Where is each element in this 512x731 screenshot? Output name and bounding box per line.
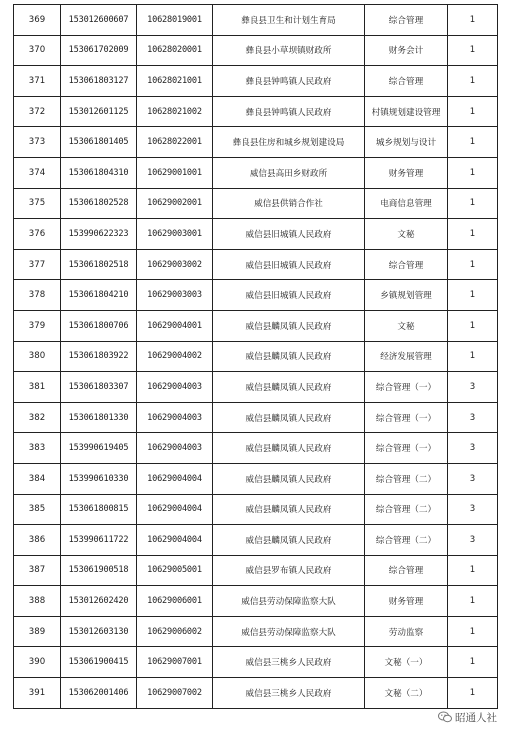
cell-exam-ticket-number: 153990610330	[61, 463, 137, 494]
cell-hiring-count: 1	[448, 66, 498, 97]
cell-serial-number: 372	[14, 96, 61, 127]
cell-position-code: 10629004001	[137, 310, 213, 341]
cell-hiring-count: 1	[448, 586, 498, 617]
cell-position-code: 10629003003	[137, 280, 213, 311]
wechat-official-account-icon	[438, 711, 452, 723]
cell-position-code: 10628019001	[137, 5, 213, 36]
cell-employer-unit: 威信县劳动保障监察大队	[213, 616, 365, 647]
cell-hiring-count: 3	[448, 494, 498, 525]
cell-hiring-count: 1	[448, 157, 498, 188]
cell-serial-number: 385	[14, 494, 61, 525]
table-row	[14, 127, 498, 158]
cell-position-name: 电商信息管理	[365, 188, 448, 219]
cell-serial-number: 384	[14, 463, 61, 494]
cell-position-name: 综合管理	[365, 5, 448, 36]
watermark	[435, 709, 500, 725]
cell-position-name: 城乡规划与设计	[365, 127, 448, 158]
cell-hiring-count: 3	[448, 402, 498, 433]
table-row	[14, 616, 498, 647]
cell-position-code: 10629003001	[137, 219, 213, 250]
table-row	[14, 5, 498, 36]
table-row	[14, 555, 498, 586]
cell-position-name: 文秘（二）	[365, 678, 448, 709]
cell-employer-unit: 威信县麟凤镇人民政府	[213, 525, 365, 556]
cell-exam-ticket-number: 153061803127	[61, 66, 137, 97]
cell-position-code: 10629007001	[137, 647, 213, 678]
cell-position-name: 经济发展管理	[365, 341, 448, 372]
cell-employer-unit: 彝良县小草坝镇财政所	[213, 35, 365, 66]
cell-employer-unit: 威信县麟凤镇人民政府	[213, 372, 365, 403]
cell-position-name: 综合管理（二）	[365, 525, 448, 556]
cell-employer-unit: 威信县劳动保障监察大队	[213, 586, 365, 617]
cell-exam-ticket-number: 153061800815	[61, 494, 137, 525]
cell-position-code: 10629004003	[137, 402, 213, 433]
table-row	[14, 310, 498, 341]
table-body	[14, 5, 498, 709]
cell-position-name: 综合管理	[365, 555, 448, 586]
cell-hiring-count: 1	[448, 280, 498, 311]
cell-position-name: 综合管理（一）	[365, 402, 448, 433]
cell-position-name: 劳动监察	[365, 616, 448, 647]
table-row	[14, 188, 498, 219]
cell-serial-number: 376	[14, 219, 61, 250]
cell-position-code: 10629004002	[137, 341, 213, 372]
table-row	[14, 586, 498, 617]
cell-hiring-count: 1	[448, 127, 498, 158]
table-row	[14, 157, 498, 188]
cell-employer-unit: 威信县麟凤镇人民政府	[213, 433, 365, 464]
cell-exam-ticket-number: 153012600607	[61, 5, 137, 36]
table-row	[14, 402, 498, 433]
cell-hiring-count: 3	[448, 372, 498, 403]
cell-exam-ticket-number: 153061900415	[61, 647, 137, 678]
cell-position-name: 村镇规划建设管理	[365, 96, 448, 127]
cell-position-name: 综合管理（二）	[365, 463, 448, 494]
cell-employer-unit: 威信县麟凤镇人民政府	[213, 463, 365, 494]
table-row	[14, 372, 498, 403]
cell-serial-number: 375	[14, 188, 61, 219]
cell-hiring-count: 1	[448, 249, 498, 280]
table-row	[14, 219, 498, 250]
cell-position-name: 综合管理（二）	[365, 494, 448, 525]
cell-position-code: 10628021001	[137, 66, 213, 97]
cell-exam-ticket-number: 153061804210	[61, 280, 137, 311]
cell-exam-ticket-number: 153061802518	[61, 249, 137, 280]
cell-hiring-count: 1	[448, 5, 498, 36]
cell-position-code: 10629003002	[137, 249, 213, 280]
table-row	[14, 647, 498, 678]
cell-hiring-count: 3	[448, 525, 498, 556]
cell-exam-ticket-number: 153990611722	[61, 525, 137, 556]
cell-serial-number: 374	[14, 157, 61, 188]
cell-exam-ticket-number: 153061803307	[61, 372, 137, 403]
table-row	[14, 66, 498, 97]
cell-position-name: 综合管理（一）	[365, 372, 448, 403]
cell-exam-ticket-number: 153061801405	[61, 127, 137, 158]
cell-serial-number: 391	[14, 678, 61, 709]
cell-exam-ticket-number: 153061800706	[61, 310, 137, 341]
cell-exam-ticket-number: 153061801330	[61, 402, 137, 433]
cell-serial-number: 377	[14, 249, 61, 280]
cell-hiring-count: 1	[448, 188, 498, 219]
cell-hiring-count: 3	[448, 463, 498, 494]
cell-hiring-count: 3	[448, 433, 498, 464]
cell-exam-ticket-number: 153061900518	[61, 555, 137, 586]
cell-hiring-count: 1	[448, 678, 498, 709]
table-row	[14, 433, 498, 464]
cell-hiring-count: 1	[448, 647, 498, 678]
cell-exam-ticket-number: 153012602420	[61, 586, 137, 617]
table-row	[14, 280, 498, 311]
cell-employer-unit: 威信县麟凤镇人民政府	[213, 310, 365, 341]
cell-position-name: 财务管理	[365, 586, 448, 617]
cell-serial-number: 390	[14, 647, 61, 678]
cell-serial-number: 370	[14, 35, 61, 66]
cell-hiring-count: 1	[448, 35, 498, 66]
cell-employer-unit: 威信县麟凤镇人民政府	[213, 341, 365, 372]
cell-exam-ticket-number: 153990622323	[61, 219, 137, 250]
table-row	[14, 341, 498, 372]
cell-position-code: 10629006001	[137, 586, 213, 617]
cell-hiring-count: 1	[448, 219, 498, 250]
cell-employer-unit: 威信县罗布镇人民政府	[213, 555, 365, 586]
cell-serial-number: 371	[14, 66, 61, 97]
table-row	[14, 463, 498, 494]
cell-employer-unit: 威信县麟凤镇人民政府	[213, 402, 365, 433]
cell-exam-ticket-number: 153061803922	[61, 341, 137, 372]
cell-serial-number: 378	[14, 280, 61, 311]
cell-employer-unit: 彝良县钟鸣镇人民政府	[213, 66, 365, 97]
cell-position-code: 10629005001	[137, 555, 213, 586]
cell-exam-ticket-number: 153062001406	[61, 678, 137, 709]
cell-serial-number: 389	[14, 616, 61, 647]
cell-hiring-count: 1	[448, 96, 498, 127]
cell-hiring-count: 1	[448, 341, 498, 372]
cell-employer-unit: 威信县三桃乡人民政府	[213, 647, 365, 678]
cell-position-code: 10629001001	[137, 157, 213, 188]
cell-hiring-count: 1	[448, 310, 498, 341]
cell-employer-unit: 彝良县钟鸣镇人民政府	[213, 96, 365, 127]
cell-serial-number: 383	[14, 433, 61, 464]
cell-position-name: 文秘（一）	[365, 647, 448, 678]
cell-serial-number: 373	[14, 127, 61, 158]
cell-exam-ticket-number: 153061702009	[61, 35, 137, 66]
cell-serial-number: 387	[14, 555, 61, 586]
cell-employer-unit: 威信县供销合作社	[213, 188, 365, 219]
cell-employer-unit: 威信县三桃乡人民政府	[213, 678, 365, 709]
cell-employer-unit: 威信县麟凤镇人民政府	[213, 494, 365, 525]
cell-position-code: 10629004004	[137, 525, 213, 556]
cell-employer-unit: 威信县旧城镇人民政府	[213, 219, 365, 250]
cell-employer-unit: 威信县旧城镇人民政府	[213, 249, 365, 280]
cell-position-code: 10628020001	[137, 35, 213, 66]
cell-employer-unit: 彝良县卫生和计划生育局	[213, 5, 365, 36]
cell-position-code: 10629002001	[137, 188, 213, 219]
cell-position-code: 10629007002	[137, 678, 213, 709]
results-table	[13, 4, 498, 709]
cell-position-name: 乡镇规划管理	[365, 280, 448, 311]
cell-serial-number: 380	[14, 341, 61, 372]
table-row	[14, 525, 498, 556]
cell-serial-number: 379	[14, 310, 61, 341]
cell-exam-ticket-number: 153012601125	[61, 96, 137, 127]
cell-serial-number: 369	[14, 5, 61, 36]
cell-position-code: 10629004004	[137, 494, 213, 525]
cell-employer-unit: 威信县高田乡财政所	[213, 157, 365, 188]
cell-employer-unit: 威信县旧城镇人民政府	[213, 280, 365, 311]
cell-serial-number: 382	[14, 402, 61, 433]
table-row	[14, 96, 498, 127]
cell-hiring-count: 1	[448, 616, 498, 647]
cell-position-name: 综合管理	[365, 66, 448, 97]
cell-serial-number: 381	[14, 372, 61, 403]
cell-position-code: 10629004003	[137, 433, 213, 464]
cell-exam-ticket-number: 153012603130	[61, 616, 137, 647]
cell-position-code: 10629006002	[137, 616, 213, 647]
cell-position-name: 文秘	[365, 219, 448, 250]
cell-serial-number: 386	[14, 525, 61, 556]
cell-serial-number: 388	[14, 586, 61, 617]
cell-hiring-count: 1	[448, 555, 498, 586]
cell-position-name: 财务会计	[365, 35, 448, 66]
cell-position-name: 文秘	[365, 310, 448, 341]
cell-exam-ticket-number: 153990619405	[61, 433, 137, 464]
cell-exam-ticket-number: 153061804310	[61, 157, 137, 188]
table-row	[14, 678, 498, 709]
cell-position-name: 财务管理	[365, 157, 448, 188]
table-row	[14, 494, 498, 525]
watermark-text: 昭通人社	[455, 711, 497, 724]
table-row	[14, 35, 498, 66]
cell-position-code: 10628021002	[137, 96, 213, 127]
cell-position-code: 10629004004	[137, 463, 213, 494]
cell-position-name: 综合管理	[365, 249, 448, 280]
cell-position-name: 综合管理（一）	[365, 433, 448, 464]
cell-exam-ticket-number: 153061802528	[61, 188, 137, 219]
cell-employer-unit: 彝良县住房和城乡规划建设局	[213, 127, 365, 158]
cell-position-code: 10629004003	[137, 372, 213, 403]
cell-position-code: 10628022001	[137, 127, 213, 158]
table-row	[14, 249, 498, 280]
